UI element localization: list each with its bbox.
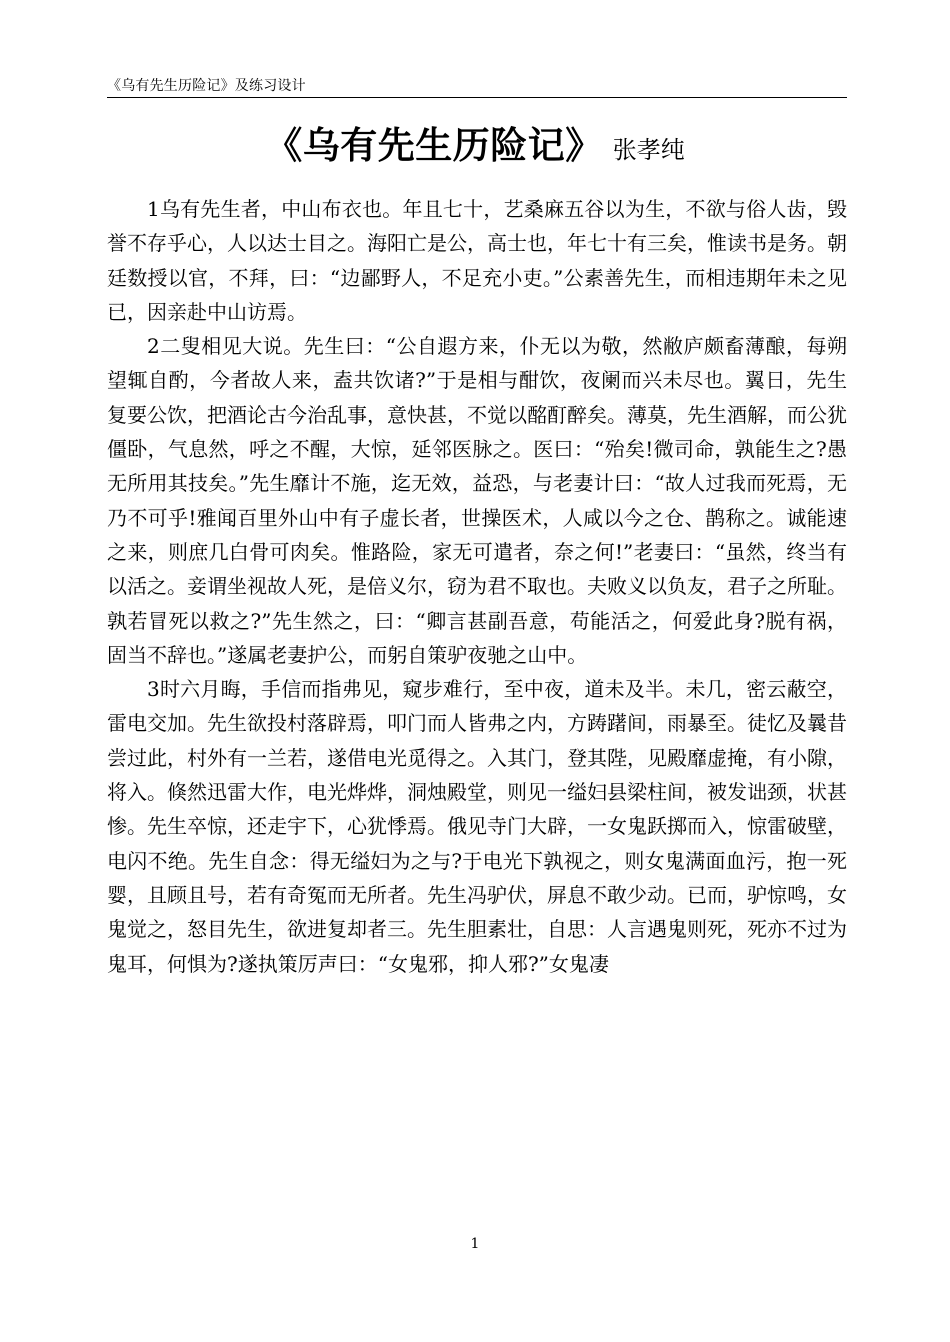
body-text bbox=[107, 192, 847, 981]
author-name: 张孝纯 bbox=[612, 136, 685, 164]
paragraph: 1乌有先生者，中山布衣也。年且七十，艺桑麻五谷以为生，不欲与俗人齿，毁誉不存乎心，人以达士目之。海阳亡是公，高士也，年七十有三矣，惟读书是务。朝廷数授以官，不拜，曰：“边鄙野人，不足充小吏。”公素善先生，而相违期年未之见已，因亲赴中山访焉。 bbox=[107, 197, 847, 324]
header-rule bbox=[107, 97, 847, 98]
title-text: 《乌有先生历险记》 bbox=[265, 124, 603, 167]
paragraph: 3时六月晦，手信而指弗见，窥步难行，至中夜，道未及半。未几，密云蔽空，雷电交加。先生欲投村落辟焉，叩门而人皆弗之内，方踌躇间，雨暴至。徒忆及曩昔尝过此，村外有一兰若，遂借电光觅得之。入其门，登其陛，见殿靡虚掩，有小隙，将入。倏然迅雷大作，电光烨烨，洞烛殿堂，则见一缢妇县梁柱间，被发诎颈，状甚惨。先生卒惊，还走宇下，心犹悸焉。俄见寺门大辟，一女鬼跃掷而入，惊雷破壁，电闪不绝。先生自念：得无缢妇为之与?于电光下孰视之，则女鬼满面血污，抱一死婴，且顾且号，若有奇冤而无所者。先生冯驴伏，屏息不敢少动。已而，驴惊鸣，女鬼觉之，怒目先生，欲进复却者三。先生胆素壮，自思：人言遇鬼则死，死亦不过为鬼耳，何惧为?遂执策厉声曰：“女鬼邪，抑人邪?”女鬼凄 bbox=[107, 677, 847, 976]
document-title bbox=[0, 124, 950, 172]
page-number: 1 bbox=[470, 1236, 480, 1252]
running-header: 《乌有先生历险记》及练习设计 bbox=[107, 78, 306, 94]
paragraph: 2二叟相见大说。先生曰：“公自遐方来，仆无以为敬，然敝庐颇畜薄酿，每朔望辄自酌，今者故人来，盍共饮诸?”于是相与酣饮，夜阑而兴未尽也。翼日，先生复要公饮，把酒论古今治乱事，意快甚，不觉以酩酊醉矣。薄莫，先生酒解，而公犹僵卧，气息然，呼之不醒，大惊，延邻医脉之。医曰：“殆矣!微司命，孰能生之?愚无所用其技矣。”先生靡计不施，迄无效，益恐，与老妻计曰：“故人过我而死焉，无乃不可乎!雅闻百里外山中有子虚长者，世操医术，人咸以今之仓、鹊称之。诚能速之来，则庶几白骨可肉矣。惟路险，家无可遣者，奈之何!”老妻曰：“虽然，终当有以活之。妾谓坐视故人死，是倍义尔，窃为君不取也。夫败义以负友，君子之所耻。孰若冒死以救之?”先生然之，曰：“卿言甚副吾意，苟能活之，何爱此身?脱有祸，固当不辞也。”遂属老妻护公，而躬自策驴夜驰之山中。 bbox=[107, 334, 847, 667]
